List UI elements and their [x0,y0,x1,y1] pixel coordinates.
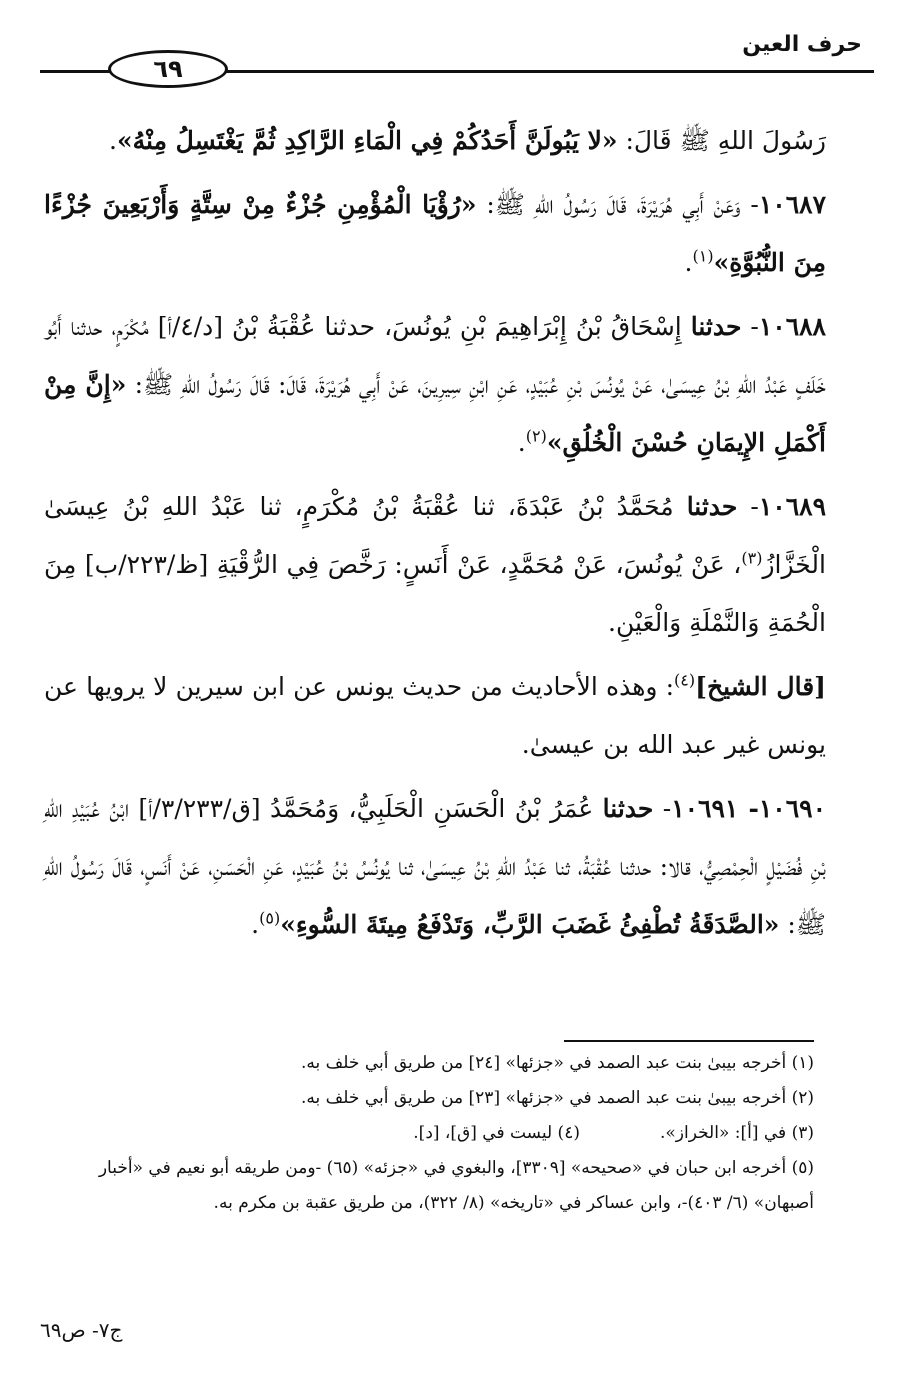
footnote-5: (٥) أخرجه ابن حبان في «صحيحه» [٣٣٠٩]، والبغوي في «جزئه» (٦٥) -ومن طريقه أبو نعيم في «أخبار أصبهان» (٦/ ٤٠٣)-، وابن عساكر في «تاريخه» (٨/ ٣٢٢)، من طريق عقبة بن مكرم به. [98,1158,814,1213]
p1-prefix: رَسُولَ اللهِ ﷺ قَالَ: [617,126,826,155]
p2-prefix: - وَعَنْ أَبِي هُرَيْرَةَ، قَالَ رَسُولُ اللهِ ﷺ: [476,190,759,219]
p2-hadith: «رُؤْيَا الْمُؤْمِنِ جُزْءٌ مِنْ سِتَّةٍ وَأَرْبَعِينَ جُزْءًا مِنَ النُّبُوَّةِ» [44,190,826,277]
haddathana-label: حدثنا [690,312,742,341]
footnote-separator [564,1040,814,1042]
footnote-3-4 [36,1116,814,1151]
footnote-ref: (٢) [525,426,547,446]
footnote-3: (٣) في [أ]: «الخراز». [659,1123,814,1143]
footnote-4: (٤) ليست في [ق]، [د]. [413,1123,580,1143]
p6-prefix: عُمَرُ بْنُ الْحَسَنِ الْحَلَبِيُّ، وَمُحَمَّدُ [ق/٣/٢٣٣/أ] ابْنُ عُبَيْدِ اللهِ بْنِ فُضَيْلٍ الْحِمْصِيُّ، قالا: حدثنا عُقْبَةُ، ثنا عَبْدُ اللهِ بْنُ عِيسَىٰ، ثنا يُونُسُ بْنُ عُبَيْدٍ، عَنِ الْحَسَنِ، عَنْ أَنَسٍ، قَالَ رَسُولُ اللهِ ﷺ: [44,794,826,939]
hadith-number: ١٠٦٩٠- ١٠٦٩١ [671,794,826,823]
chapter-title: حرف العين [742,32,862,57]
p4-part1: مُحَمَّدُ بْنُ عَبْدَةَ، ثنا عُقْبَةُ بْنُ مُكْرَمٍ، ثنا عَبْدُ اللهِ بْنُ عِيسَىٰ الْخَزَّازُ [44,492,826,579]
footnote-2: (٢) أخرجه بيبىٰ بنت عبد الصمد في «جزئها» [٢٣] من طريق أبي خلف به. [301,1088,814,1108]
paragraph-10689 [44,478,826,652]
p1-hadith: «لا يَبُولَنَّ أَحَدُكُمْ فِي الْمَاءِ الرَّاكِدِ ثُمَّ يَغْتَسِلُ مِنْهُ» [117,126,618,155]
haddathana-label: حدثنا [686,492,738,521]
paragraph-sheikh-note [44,658,826,774]
p5-text: : وهذه الأحاديث من حديث يونس عن ابن سيرين لا يرويها عن يونس غير عبد الله بن عيسىٰ. [44,672,826,759]
p3-prefix: إِسْحَاقُ بْنُ إِبْرَاهِيمَ بْنِ يُونُسَ، حدثنا عُقْبَةُ بْنُ [د/٤/أ] مُكْرَمٍ، حدثنا أَبُو خَلَفٍ عَبْدُ اللهِ بْنُ عِيسَىٰ، عَنْ يُونُسَ بْنِ عُبَيْدٍ، عَنِ ابْنِ سِيرِينَ، عَنْ أَبِي هُرَيْرَةَ، قَالَ: قَالَ رَسُولُ اللهِ ﷺ: [44,312,826,399]
paragraph-1 [44,112,826,170]
footnote-ref: (٥) [259,908,281,928]
footnotes [36,1046,814,1221]
haddathana-label: حدثنا [602,794,654,823]
dash: - [737,492,759,521]
paragraph-10690-10691 [44,780,826,954]
footnote-ref: (١) [692,246,714,266]
p6-suffix: . [251,910,260,939]
paragraph-10687 [44,176,826,292]
footnote-1: (١) أخرجه بيبىٰ بنت عبد الصمد في «جزئها» [٢٤] من طريق أبي خلف به. [301,1053,814,1073]
p2-suffix: . [684,248,693,277]
p1-suffix: . [109,126,117,155]
p3-suffix: . [517,428,526,457]
hadith-number: ١٠٦٨٧ [758,190,826,219]
page-header [40,30,874,90]
footnote-ref: (٤) [674,670,696,690]
p3-hadith: «إِنَّ مِنْ أَكْمَلِ الإِيمَانِ حُسْنَ الْخُلُقِ» [44,370,826,457]
dash: - [741,312,759,341]
sheikh-label: [قال الشيخ] [695,672,826,701]
p4-part2: ، عَنْ يُونُسَ، عَنْ مُحَمَّدٍ، عَنْ أَنَسٍ: رَخَّصَ فِي الرُّقْيَةِ [ظ/٢٢٣/ب] مِنَ الْحُمَةِ وَالنَّمْلَةِ وَالْعَيْنِ. [44,550,826,637]
hadith-number: ١٠٦٨٨ [758,312,826,341]
hadith-number: ١٠٦٨٩ [758,492,826,521]
paragraph-10688 [44,298,826,472]
dash: - [653,794,672,823]
footnote-ref: (٣) [741,548,763,568]
p6-hadith: «الصَّدَقَةُ تُطْفِئُ غَضَبَ الرَّبِّ، وَتَدْفَعُ مِيتَةَ السُّوءِ» [280,910,780,939]
main-text [44,112,826,960]
page-number-badge: ٦٩ [108,50,228,88]
page-footer-ref: ج٧- ص٦٩ [40,1318,123,1342]
